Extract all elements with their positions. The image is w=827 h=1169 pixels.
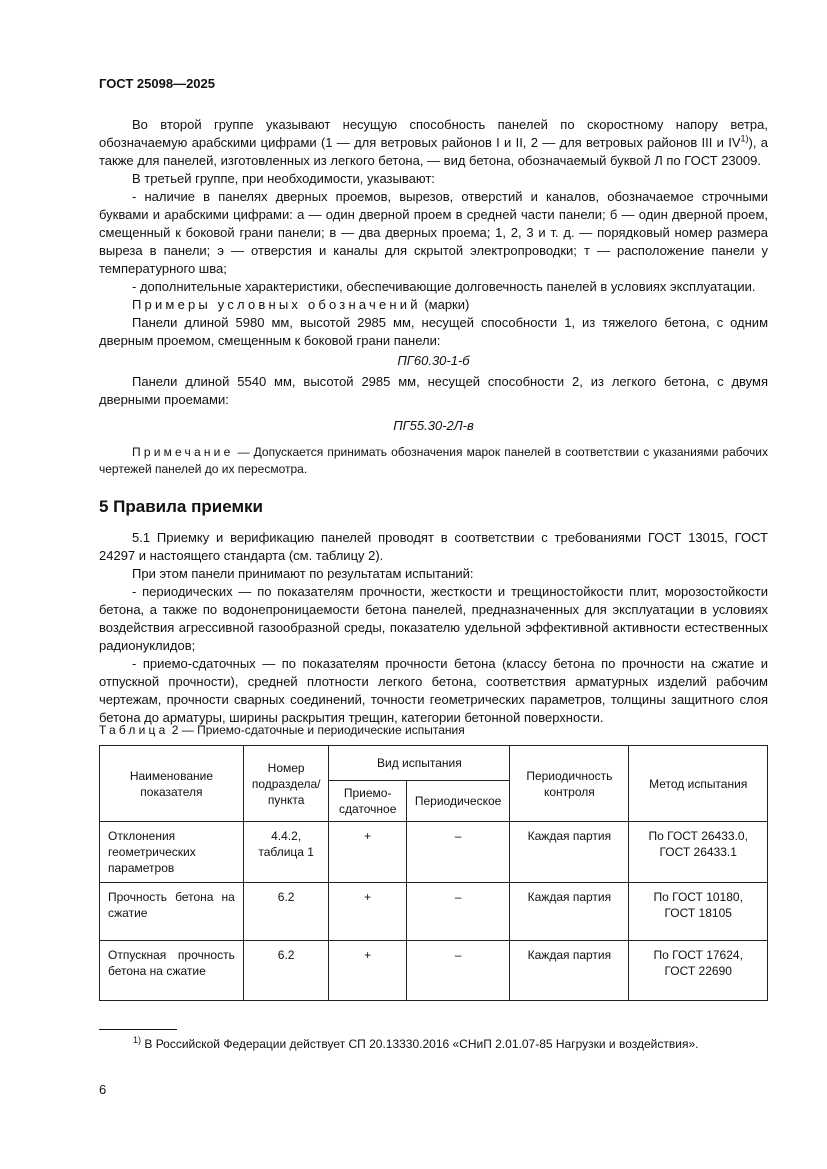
- cell-frequency: Каждая партия: [510, 883, 629, 941]
- paragraph: 5.1 Приемку и верификацию панелей проводят в соответствии с требованиями ГОСТ 13015, ГОСТ 24297 и настоящего стандарта (см. таблицу 2).: [99, 530, 768, 563]
- paragraph: В третьей группе, при необходимости, указывают:: [132, 171, 435, 186]
- cell-method: По ГОСТ 17624, ГОСТ 22690: [629, 941, 768, 1001]
- cell-name: Прочность бетона на сжатие: [100, 883, 244, 941]
- cell-frequency: Каждая партия: [510, 822, 629, 883]
- table-caption-text: 2 — Приемо-сдаточные и периодические испытания: [168, 723, 465, 737]
- cell-name: Отклонения геометрических параметров: [100, 822, 244, 883]
- cell-method: По ГОСТ 26433.0, ГОСТ 26433.1: [629, 822, 768, 883]
- footnote: [133, 1037, 698, 1051]
- cell-acceptance: +: [329, 822, 406, 883]
- note-label: Примечание: [132, 445, 234, 459]
- cell-frequency: Каждая партия: [510, 941, 629, 1001]
- example-text: Панели длиной 5980 мм, высотой 2985 мм, несущей способности 1, из тяжелого бетона, с одним дверным проемом, смещенным к боковой грани панели:: [99, 315, 768, 348]
- cell-periodic: –: [406, 822, 509, 883]
- table-row: [100, 883, 768, 941]
- paragraph: При этом панели принимают по результатам испытаний:: [132, 566, 474, 581]
- page-number: 6: [99, 1082, 107, 1097]
- paragraph-text: Во второй группе указывают несущую способность панелей по скоростному напору ветра, обозначаемую арабскими цифрами (1 — для ветровых районов I и II, 2 — для ветровых районов III и IV: [99, 117, 768, 150]
- header-frequency: Периодичность контроля: [510, 746, 629, 822]
- table-row: [100, 822, 768, 883]
- header-name: Наименование показателя: [100, 746, 244, 822]
- footnote-mark: 1): [133, 1035, 142, 1045]
- list-item: - периодических — по показателям прочности, жесткости и трещиностойкости плит, морозостойкости бетона, а также по водонепроницаемости бетона панелей, предназначенных для эксплуатации в условиях воздействия агрессивной газообразной среды, показателю удельной эффективной активности естественных радионуклидов;: [99, 584, 768, 653]
- paragraph: [99, 116, 768, 170]
- section-body: [99, 529, 768, 727]
- header-method: Метод испытания: [629, 746, 768, 822]
- header-number: Номер подраздела/ пункта: [243, 746, 329, 822]
- example-text: Панели длиной 5540 мм, высотой 2985 мм, несущей способности 2, из легкого бетона, с двумя дверными проемами:: [99, 374, 768, 407]
- example-code: ПГ55.30-2Л-в: [393, 418, 474, 433]
- table-caption: [99, 723, 465, 737]
- header-acceptance: Приемо-сдаточное: [329, 781, 406, 822]
- example-code: ПГ60.30-1-б: [397, 353, 470, 368]
- body-text: [99, 116, 768, 478]
- table-row: [100, 941, 768, 1001]
- cell-name: Отпускная прочность бетона на сжатие: [100, 941, 244, 1001]
- footnote-text: В Российской Федерации действует СП 20.13330.2016 «СНиП 2.01.07-85 Нагрузки и воздействия».: [141, 1037, 699, 1051]
- examples-label: Примеры условных обозначений: [132, 297, 421, 312]
- note-text: — Допускается принимать обозначения марок панелей в соответствии с указаниями рабочих чертежей панелей до их пересмотра.: [99, 445, 768, 476]
- document-header: ГОСТ 25098—2025: [99, 76, 215, 91]
- cell-acceptance: +: [329, 941, 406, 1001]
- examples-heading: [99, 296, 768, 314]
- note: [99, 444, 768, 478]
- footnote-ref[interactable]: 1): [740, 133, 749, 144]
- section-title: 5 Правила приемки: [99, 497, 263, 516]
- list-item: - наличие в панелях дверных проемов, вырезов, отверстий и каналов, обозначаемое строчными буквами и арабскими цифрами: а — один дверной проем в средней части панели; б — один дверной проем, смещенный к боковой грани панели; в — два дверных проема; 1, 2, 3 и т. д. — порядковый номер размера выреза в панели; э — отверстия и каналы для скрытой электропроводки; т — расположение панели у температурного шва;: [99, 189, 768, 276]
- cell-periodic: –: [406, 883, 509, 941]
- cell-number: 6.2: [243, 883, 329, 941]
- cell-number: 6.2: [243, 941, 329, 1001]
- table-caption-label: Таблица: [99, 723, 169, 737]
- paragraph-text: ), а также для панелей, изготовленных из легкого бетона, — вид бетона, обозначаемый буквой Л по ГОСТ 23009.: [99, 135, 768, 168]
- examples-tail: (марки): [424, 297, 470, 312]
- list-item: - приемо-сдаточных — по показателям прочности бетона (классу бетона по прочности на сжатие и отпускной прочности), средней плотности легкого бетона, соответствия арматурных изделий рабочим чертежам, прочности сварных соединений, точности геометрических параметров, толщины защитного слоя бетона до арматуры, ширины раскрытия трещин, категории бетонной поверхности.: [99, 656, 768, 725]
- tests-table: [99, 745, 768, 1001]
- footnote-divider: [99, 1029, 177, 1030]
- header-periodic: Периодическое: [406, 781, 509, 822]
- cell-number: 4.4.2, таблица 1: [243, 822, 329, 883]
- cell-method: По ГОСТ 10180, ГОСТ 18105: [629, 883, 768, 941]
- cell-periodic: –: [406, 941, 509, 1001]
- table-header-row: [100, 746, 768, 781]
- cell-acceptance: +: [329, 883, 406, 941]
- header-test-type: Вид испытания: [329, 746, 510, 781]
- list-item: - дополнительные характеристики, обеспечивающие долговечность панелей в условиях эксплуатации.: [132, 279, 756, 294]
